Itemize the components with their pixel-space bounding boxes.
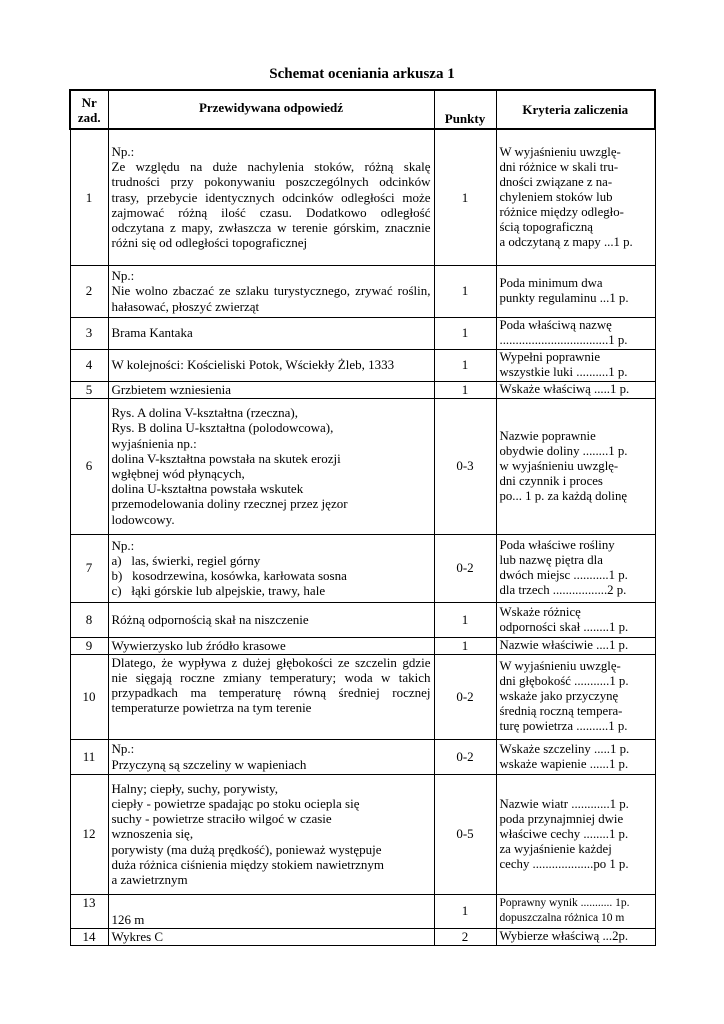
task-number: 14 bbox=[70, 928, 108, 945]
points: 1 bbox=[434, 349, 496, 381]
expected-answer: Dlatego, że wypływa z dużej głębokości ze szczelin gdzie nie sięgają roczne zmiany temperatury; woda w takich przypadkach ma temperaturę równą średniej rocznej temperaturze powietrza na tym terenie bbox=[108, 654, 434, 739]
task-number: 12 bbox=[70, 774, 108, 894]
criteria: Wskaże szczeliny .....1 p. wskaże wapienie ......1 p. bbox=[496, 739, 655, 774]
criteria: Wskaże właściwą .....1 p. bbox=[496, 381, 655, 398]
points: 0-5 bbox=[434, 774, 496, 894]
table-row bbox=[70, 774, 655, 894]
expected-answer: Wykres C bbox=[108, 928, 434, 945]
table-row bbox=[70, 317, 655, 349]
points: 1 bbox=[434, 602, 496, 637]
criteria: W wyjaśnieniu uwzglę- dni głębokość ...........1 p. wskaże jako przyczynę średnią roczną tempera- turę powietrza ..........1 p. bbox=[496, 654, 655, 739]
points: 1 bbox=[434, 637, 496, 654]
table-row bbox=[70, 739, 655, 774]
criteria: Wypełni poprawnie wszystkie luki ..........1 p. bbox=[496, 349, 655, 381]
points: 0-2 bbox=[434, 739, 496, 774]
task-number: 10 bbox=[70, 654, 108, 739]
criteria: Wybierze właściwą ...2p. bbox=[496, 928, 655, 945]
table-row bbox=[70, 534, 655, 602]
points: 1 bbox=[434, 894, 496, 928]
points: 1 bbox=[434, 381, 496, 398]
expected-answer: Różną odpornością skał na niszczenie bbox=[108, 602, 434, 637]
table-row bbox=[70, 602, 655, 637]
points: 2 bbox=[434, 928, 496, 945]
task-number: 4 bbox=[70, 349, 108, 381]
table-row bbox=[70, 381, 655, 398]
table-row bbox=[70, 265, 655, 317]
expected-answer: Np.: a) las, świerki, regiel górny b) kosodrzewina, kosówka, karłowata sosna c) łąki górskie lub alpejskie, trawy, hale bbox=[108, 534, 434, 602]
criteria: Nazwie właściwie ....1 p. bbox=[496, 637, 655, 654]
criteria: Poda właściwe rośliny lub nazwę piętra dla dwóch miejsc ...........1 p. dla trzech .................2 p. bbox=[496, 534, 655, 602]
criteria: Poda minimum dwa punkty regulaminu ...1 p. bbox=[496, 265, 655, 317]
task-number: 7 bbox=[70, 534, 108, 602]
criteria: Wskaże różnicę odporności skał ........1 p. bbox=[496, 602, 655, 637]
table-row bbox=[70, 894, 655, 928]
criteria: Poda właściwą nazwę ..................................1 p. bbox=[496, 317, 655, 349]
points: 1 bbox=[434, 129, 496, 265]
header-answer: Przewidywana odpowiedź bbox=[108, 90, 434, 129]
criteria: Poprawny wynik ........... 1p. dopuszczalna różnica 10 m bbox=[496, 894, 655, 928]
table-row bbox=[70, 928, 655, 945]
header-criteria: Kryteria zaliczenia bbox=[496, 90, 655, 129]
table-row bbox=[70, 398, 655, 534]
header-nr: Nr zad. bbox=[70, 90, 108, 129]
points: 0-3 bbox=[434, 398, 496, 534]
task-number: 5 bbox=[70, 381, 108, 398]
header-points: Punkty bbox=[434, 90, 496, 129]
points: 1 bbox=[434, 317, 496, 349]
expected-answer: Wywierzysko lub źródło krasowe bbox=[108, 637, 434, 654]
points: 0-2 bbox=[434, 654, 496, 739]
expected-answer: Brama Kantaka bbox=[108, 317, 434, 349]
points: 0-2 bbox=[434, 534, 496, 602]
points: 1 bbox=[434, 265, 496, 317]
task-number: 1 bbox=[70, 129, 108, 265]
expected-answer: 126 m bbox=[108, 894, 434, 928]
table-row bbox=[70, 654, 655, 739]
task-number: 6 bbox=[70, 398, 108, 534]
expected-answer: W kolejności: Kościeliski Potok, Wściekły Żleb, 1333 bbox=[108, 349, 434, 381]
task-number: 3 bbox=[70, 317, 108, 349]
expected-answer: Np.: Ze względu na duże nachylenia stoków, różną skalę trudności przy pokonywaniu poszczególnych odcinków trasy, przebycie identycznych odcinków odległości może zajmować różną ilość czasu. Dodatkowo odległość odczytana z mapy, zwłaszcza w terenie górskim, znacznie różni się od odległości topograficznej bbox=[108, 129, 434, 265]
table-header-row bbox=[70, 90, 655, 129]
expected-answer: Rys. A dolina V-kształtna (rzeczna), Rys. B dolina U-kształtna (polodowcowa), wyjaśnienia np.: dolina V-kształtna powstała na skutek erozji wgłębnej wód płynących, dolina U-kształtna powstała wskutek przemodelowania doliny rzecznej przez jęzor lodowcowy. bbox=[108, 398, 434, 534]
expected-answer: Grzbietem wzniesienia bbox=[108, 381, 434, 398]
expected-answer: Np.: Nie wolno zbaczać ze szlaku turystycznego, zrywać roślin, hałasować, płoszyć zwierząt bbox=[108, 265, 434, 317]
table-row bbox=[70, 637, 655, 654]
table-row bbox=[70, 129, 655, 265]
criteria: Nazwie poprawnie obydwie doliny ........1 p. w wyjaśnieniu uwzglę- dni czynnik i proces po... 1 p. za każdą dolinę bbox=[496, 398, 655, 534]
page-title: Schemat oceniania arkusza 1 bbox=[269, 66, 455, 82]
criteria: W wyjaśnieniu uwzglę- dni różnice w skali tru- dności związane z na- chyleniem stoków lub różnice między odległo- ścią topograficzną a odczytaną z mapy ...1 p. bbox=[496, 129, 655, 265]
task-number: 8 bbox=[70, 602, 108, 637]
expected-answer: Np.: Przyczyną są szczeliny w wapieniach bbox=[108, 739, 434, 774]
criteria: Nazwie wiatr ............1 p. poda przynajmniej dwie właściwe cechy ........1 p. za wyjaśnienie każdej cechy ...................po 1 p. bbox=[496, 774, 655, 894]
task-number: 9 bbox=[70, 637, 108, 654]
scoring-table bbox=[69, 89, 656, 946]
task-number: 11 bbox=[70, 739, 108, 774]
expected-answer: Halny; ciepły, suchy, porywisty, ciepły - powietrze spadając po stoku ociepla się suchy - powietrze straciło wilgoć w czasie wznoszenia się, porywisty (ma dużą prędkość), ponieważ występuje duża różnica ciśnienia między stokiem nawietrznym a zawietrznym bbox=[108, 774, 434, 894]
table-row bbox=[70, 349, 655, 381]
task-number: 2 bbox=[70, 265, 108, 317]
task-number: 13 bbox=[70, 894, 108, 928]
